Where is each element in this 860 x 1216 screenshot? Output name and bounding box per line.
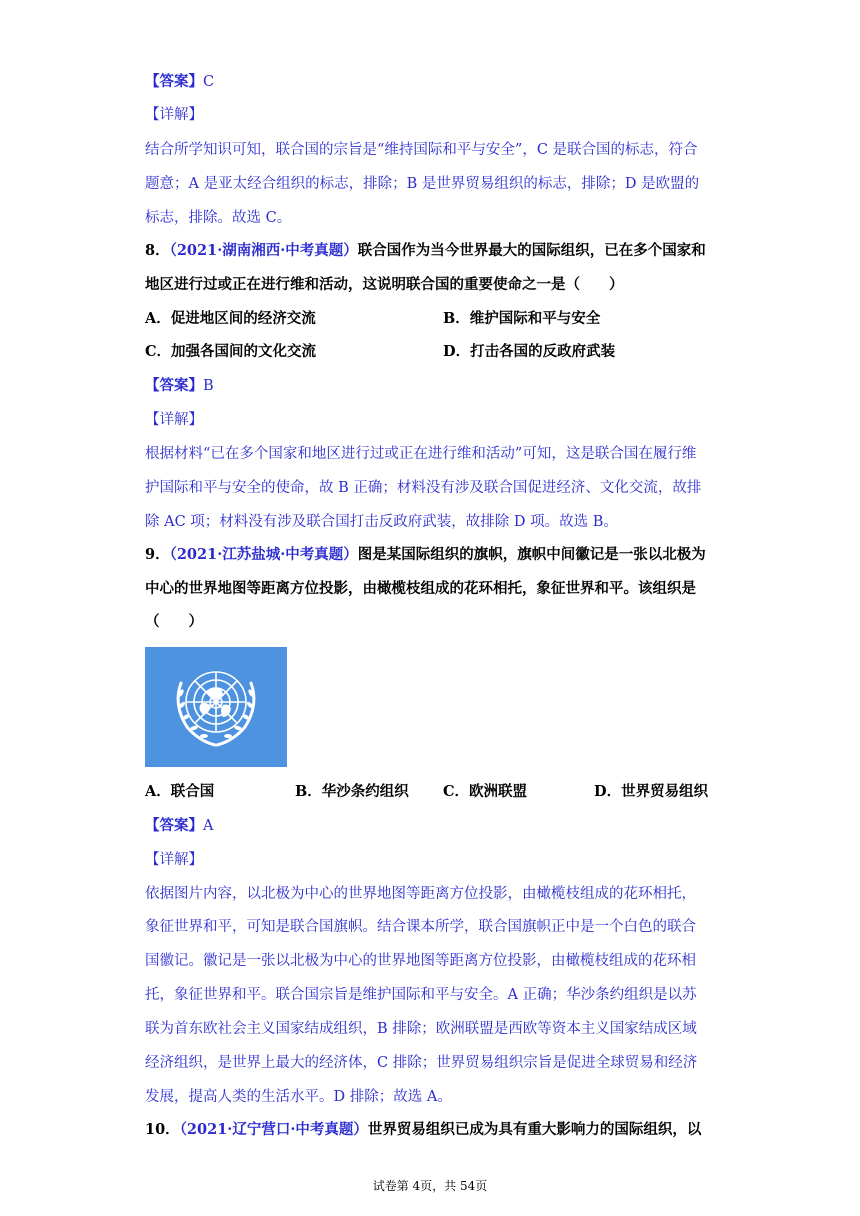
explanation-line: 托，象征世界和平。联合国宗旨是维护国际和平与安全。A 正确；华沙条约组织是以苏 <box>145 987 697 1003</box>
q9-stem <box>145 545 706 565</box>
answer-label: 【答案】 <box>145 817 203 834</box>
question-number: 10． <box>145 1121 180 1138</box>
explanation-line: 象征世界和平，可知是联合国旗帜。结合课本所学，联合国旗帜正中是一个白色的联合 <box>145 919 696 935</box>
q8-stem <box>145 241 706 261</box>
question-source: （2021·辽宁营口·中考真题） <box>179 1121 368 1138</box>
q8-answer <box>145 376 214 396</box>
un-flag-image <box>145 647 287 767</box>
question-stem: 世界贸易组织已成为具有重大影响力的国际组织，以 <box>367 1121 702 1138</box>
explanation-line: 经济组织，是世界上最大的经济体，C 排除；世界贸易组织宗旨是促进全球贸易和经济 <box>145 1055 698 1071</box>
option-d: D．打击各国的反政府武装 <box>443 343 616 360</box>
answer-label: 【答案】 <box>145 73 203 90</box>
detail-label: 【详解】 <box>145 412 203 428</box>
explanation-line: 发展，提高人类的生活水平。D 排除；故选 A。 <box>145 1089 452 1105</box>
answer-value: C <box>203 74 215 90</box>
explanation-line: 除 AC 项；材料没有涉及联合国打击反政府武装，故排除 D 项。故选 B。 <box>145 514 618 530</box>
question-stem: 联合国作为当今世界最大的国际组织，已在多个国家和 <box>357 242 706 259</box>
explanation-line: 护国际和平与安全的使命，故 B 正确；材料没有涉及联合国促进经济、文化交流，故排 <box>145 480 702 496</box>
question-stem-line: 地区进行过或正在进行维和活动，这说明联合国的重要使命之一是（ ） <box>145 276 624 293</box>
q10-stem <box>145 1120 701 1140</box>
question-source: （2021·江苏盐城·中考真题） <box>169 546 358 563</box>
option-c: C．加强各国间的文化交流 <box>145 343 317 360</box>
explanation-line: 根据材料“已在多个国家和地区进行过或正在进行维和活动”可知，这是联合国在履行维 <box>145 446 697 462</box>
question-source: （2021·湖南湘西·中考真题） <box>169 242 358 259</box>
question-number: 8． <box>145 242 170 259</box>
option-b: B．维护国际和平与安全 <box>443 310 601 327</box>
q9-answer <box>145 816 213 836</box>
question-stem-line: （ ） <box>145 613 203 630</box>
explanation-line: 国徽记。徽记是一张以北极为中心的世界地图等距离方位投影，由橄榄枝组成的花环相 <box>145 953 696 969</box>
question-stem: 图是某国际组织的旗帜，旗帜中间徽记是一张以北极为 <box>357 546 706 563</box>
detail-label: 【详解】 <box>145 107 203 123</box>
explanation-line: 标志，排除。故选 C。 <box>145 210 292 226</box>
option-b: B．华沙条约组织 <box>295 783 409 800</box>
answer-value: B <box>203 378 214 394</box>
option-a: A．联合国 <box>145 783 215 800</box>
answer-value: A <box>203 818 214 834</box>
option-d: D．世界贸易组织 <box>594 783 709 800</box>
question-number: 9． <box>145 546 170 563</box>
un-emblem-icon <box>145 647 287 767</box>
explanation-line: 联为首东欧社会主义国家结成组织，B 排除；欧洲联盟是西欧等资本主义国家结成区域 <box>145 1021 697 1037</box>
detail-label: 【详解】 <box>145 852 203 868</box>
option-c: C．欧洲联盟 <box>443 783 528 800</box>
explanation-line: 题意；A 是亚太经合组织的标志，排除；B 是世界贸易组织的标志，排除；D 是欧盟的 <box>145 176 700 192</box>
explanation-line: 依据图片内容，以北极为中心的世界地图等距离方位投影，由橄榄枝组成的花环相托， <box>145 886 696 902</box>
q7-answer <box>145 72 214 92</box>
explanation-line: 结合所学知识可知，联合国的宗旨是“维持国际和平与安全”，C 是联合国的标志，符合 <box>145 142 698 158</box>
answer-label: 【答案】 <box>145 377 203 394</box>
option-a: A．促进地区间的经济交流 <box>145 310 316 327</box>
question-stem-line: 中心的世界地图等距离方位投影，由橄榄枝组成的花环相托，象征世界和平。该组织是 <box>145 580 696 597</box>
page-footer: 试卷第 4页，共 54页 <box>372 1179 488 1193</box>
